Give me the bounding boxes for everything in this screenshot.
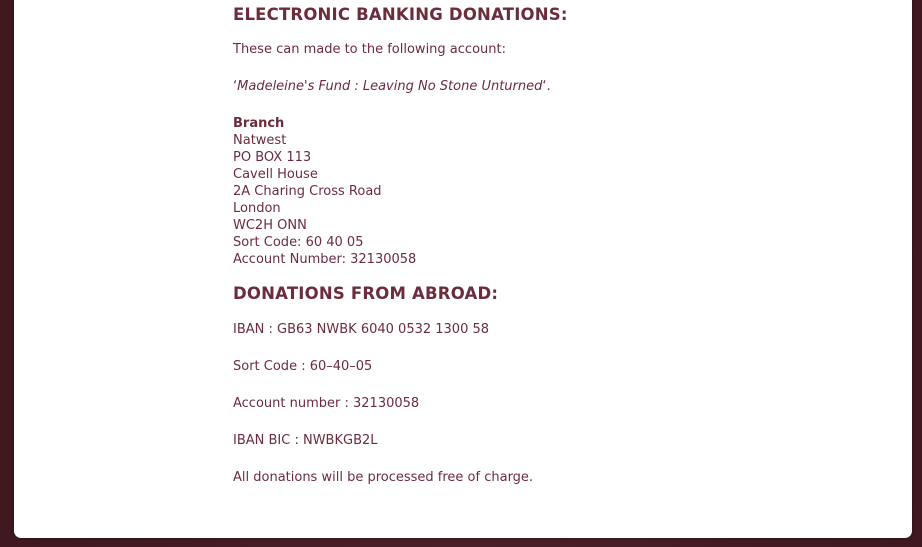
electronic-banking-heading: ELECTRONIC BANKING DONATIONS: <box>233 5 568 24</box>
branch-line-building: Cavell House <box>233 167 318 182</box>
account-number-text: Account number : 32130058 <box>233 396 420 411</box>
intro-text: These can made to the following account: <box>233 42 506 57</box>
branch-line-city: London <box>233 201 281 216</box>
branch-line-account-number: Account Number: 32130058 <box>233 252 417 267</box>
open-quote: ‘ <box>233 79 238 94</box>
iban-bic-text: IBAN BIC : NWBKGB2L <box>233 433 378 448</box>
sort-code-text: Sort Code : 60–40–05 <box>233 359 373 374</box>
close-quote: ‘. <box>542 79 551 94</box>
iban-text: IBAN : GB63 NWBK 6040 0532 1300 58 <box>233 322 490 337</box>
account-name: Madeleine's Fund : Leaving No Stone Unturned <box>237 79 543 94</box>
branch-line-bank: Natwest <box>233 133 287 148</box>
branch-line-pobox: PO BOX 113 <box>233 150 312 165</box>
branch-line-sort-code: Sort Code: 60 40 05 <box>233 235 364 250</box>
donations-abroad-heading: DONATIONS FROM ABROAD: <box>233 284 499 303</box>
donation-article <box>233 4 833 486</box>
branch-line-street: 2A Charing Cross Road <box>233 184 382 199</box>
free-of-charge-note: All donations will be processed free of charge. <box>233 470 534 485</box>
branch-line-postcode: WC2H ONN <box>233 218 307 233</box>
branch-label: Branch <box>233 116 285 131</box>
account-name-line <box>233 78 833 95</box>
